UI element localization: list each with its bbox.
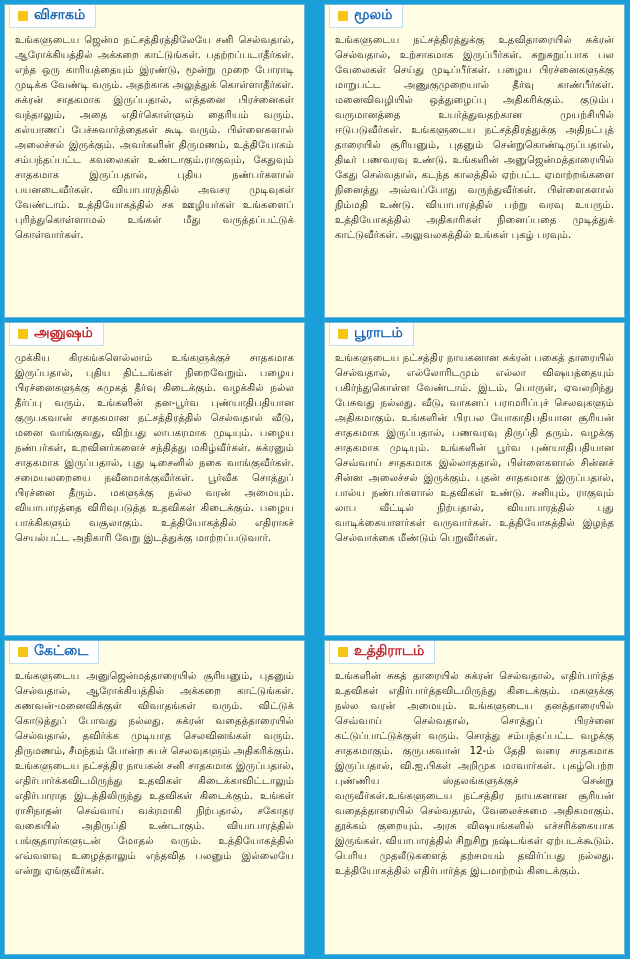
- yellow-square-icon: [338, 329, 348, 339]
- panel-anusham: [4, 322, 305, 636]
- panel-text: முக்கிய கிரகங்களெல்லாம் உங்களுக்குச் சாதகமாக இருப்பதால், புதிய திட்டங்கள் நிறைவேறும். பழைய பிரச்னைகளுக்கு சுமுகத் தீர்வு கிடைக்கும். வழக்கில் நல்ல தீர்ப்பு வரும். உங்களின் தன-பூர்வ புண்யாதிபதியான குருபகவான் சாதகமான நட்சத்திரத்தில் செல்வதால் வீடு, மனை வாங்குவது, விற்பது லாபகரமாக முடியும். பழைய நண்பர்கள், உறவினர்களைச் சந்தித்து மகிழ்வீர்கள். சுக்ரனும் சாதகமாக இருப்பதால், புது டிசைனில் நகை வாங்குவீர்கள். சமையலறையை நவீனமாக்குவீர்கள். பூர்வீக சொத்துப் பிரச்னை தீரும். மகளுக்கு நல்ல வரன் அமையும். வியாபாரத்தை விரிவுபடுத்த உதவிகள் கிடைக்கும். பழைய பாக்கிகளும் வசூலாகும். உத்தியோகத்தில் எதிராகச் செயல்பட்ட அதிகாரி வேறு இடத்துக்கு மாற்றப்படுவார்.: [15, 353, 294, 544]
- panel-text: உங்களுடைய நட்சத்திரத்துக்கு உதவிதாரையில் சுக்ரன் செல்வதால், உற்சாகமாக இருப்பீர்கள். சுறுசுறுப்பாக பல வேலைகள் செய்து முடிப்பீர்கள். பழைய பிரச்னைகளுக்கு மாறுபட்ட அணுகுமுறையால் தீர்வு காண்பீர்கள். மனைவிவழியில் ஒத்துழைப்பு அதிகரிக்கும். குடும்ப வருமானத்தை உயர்த்துவதற்கான முயற்சியில் ஈடுபடுவீர்கள். உங்களுடைய நட்சத்திரத்துக்கு அதிநட்புத் தாரையில் சூரியனும், புதனும் சென்றுகொண்டிருப்பதால், திடீர் பணவரவு உண்டு. உங்களின் அனுஜென்மத்தாரையில் கேது செல்வதால், கடந்த காலத்தில் ஏற்பட்ட ஏமாற்றங்களை நினைத்து அவ்வப்போது வருந்துவீர்கள். பிள்ளைகளால் நிம்மதி உண்டு. வியாபாரத்தில் பற்று வரவு உயரும். உத்தியோகத்தில் அதிகாரிகள் நினைப்பதை முடித்துக் காட்டுவீர்கள். அலுவலகத்தில் உங்கள் புகழ் பரவும்.: [335, 35, 614, 241]
- panel-moolam: [324, 4, 625, 318]
- panel-tab: [329, 322, 414, 346]
- panel-title: கேட்டை: [34, 642, 89, 659]
- yellow-square-icon: [18, 11, 28, 21]
- panel-tab: [329, 640, 435, 664]
- yellow-square-icon: [338, 647, 348, 657]
- panel-kettai: [4, 640, 305, 955]
- panel-title: விசாகம்: [34, 6, 86, 23]
- panel-text: உங்களுடைய அனுஜென்மத்தாரையில் சூரியனும், புதனும் செல்வதால், ஆரோக்கியத்தில் அக்கறை காட்டுங்கள். கணவன்-மனைவிக்குள் விவாதங்கள் வரும். விட்டுக் கொடுத்துப் போவது நல்லது. சுக்ரன் வதைத்தாரையில் செல்வதால், தவிர்க்க முடியாத செலவினங்கள் வரும். திருமணம், சீமந்தம் போன்ற சுபச் செலவுகளும் அதிகரிக்கும். உங்களுடைய நட்சத்திர நாயகன் சனி சாதகமாக இருப்பதால், எதிர்பார்க்கவிடமிருந்து உதவிகள் கிடைக்காவிட்டாலும் எதிர்பாராத இடத்திலிருந்து உதவிகள் கிடைக்கும். உங்கள் ராசிநாதன் செவ்வாய் வக்ரமாகி நிற்பதால், சகோதர வகையில் அதிருப்தி உண்டாகும். வியாபாரத்தில் பங்குதாரர்களுடன் மோதல் வரும். உத்தியோகத்தில் எவ்வளவு உழைத்தாலும் எந்தவித பலனும் இல்லையே என்று ஏங்குவீர்கள்.: [15, 671, 294, 877]
- panel-title: மூலம்: [354, 6, 393, 23]
- panel-uthiradam: [324, 640, 625, 955]
- panel-text: உங்களுடைய ஜென்ம நட்சத்திரத்திலேயே சனி செல்வதால், ஆரோக்கியத்தில் அக்கறை காட்டுங்கள். பதற்றப்படாதீர்கள். எந்த ஒரு காரியத்தையும் இரண்டு, மூன்று முறை போராடி முடிக்க வேண்டி வரும். அதற்காக அலுத்துக் கொள்ளாதீர்கள். சுக்ரன் சாதகமாக இருப்பதால், எத்தனை பிரச்னைகள் வந்தாலும், அதை எதிர்கொள்ளும் தைரியம் வரும். கல்யாணப் பேச்சுவார்த்தைகள் கூடி வரும். பிள்ளைகளால் அலைச்சல் இருக்கும். அவர்களின் திருமணம், உத்தியோகம் சம்பந்தப்பட்ட கவலைகள் உண்டாகும்.ராகுவும், கேதுவும் சாதகமாக இருப்பதால், புதிய நண்பர்களால் பயனடைவீர்கள். வியாபாரத்தில் அவசர முடிவுகள் வேண்டாம். உத்தியோகத்தில் சக ஊழியர்கள் உங்களைப் புரிந்துகொள்ளாமல் உங்கள் மீது வருத்தப்பட்டுக் கொள்வார்கள்.: [15, 35, 294, 241]
- panel-tab: [329, 4, 403, 28]
- yellow-square-icon: [18, 647, 28, 657]
- panel-pooradam: [324, 322, 625, 636]
- panel-text: உங்களின் சுகத் தாரையில் சுக்ரன் செல்வதால், எதிர்பார்த்த உதவிகள் எதிர்பார்த்தவிடமிருந்து கிடைக்கும். மகளுக்கு நல்ல வரன் அமையும். உங்களுடைய தனத்தாரையில் செவ்வாய் செல்வதால், சொத்துப் பிரச்னை கட்டுப்பாட்டுக்குள் வரும். சொத்து சம்பந்தப்பட்ட வழக்கு சாதகமாகும். குருபகவான் 12-ம் தேதி வரை சாதகமாக இருப்பதால், வி.ஐ.பிகள் அறிமுக மாவார்கள். புகழ்பெற்ற புண்ணிய ஸ்தலங்களுக்குச் சென்று வருவீர்கள்.உங்களுடைய நட்சத்திர நாயகனான சூரியன் வதைத்தாரையில் செல்வதால், வேலைச்சுமை அதிகமாகும். தூக்கம் குறையும். அரசு விஷயங்களில் எச்சரிக்கையாக இருங்கள். வியாபாரத்தில் சிறுசிறு நஷ்டங்கள் ஏற்படக்கூடும். பெரிய முதலீடுகளைத் தற்சமயம் தவிர்ப்பது நல்லது. உத்தியோகத்தில் எதிர்பார்த்த இடமாற்றம் கிடைக்கும்.: [335, 671, 614, 877]
- panel-tab: [9, 640, 99, 664]
- yellow-square-icon: [18, 329, 28, 339]
- panel-text: உங்களுடைய நட்சத்திர நாயகனான சுக்ரன் பகைத் தாரையில் செல்வதால், எல்லோரிடமும் எல்லா விஷயத்தையும் பகிர்ந்துகொள்ள வேண்டாம். இடம், பொருள், ஏவலறிந்து பேசுவது நல்லது. வீடு, வாகனப் பராமரிப்புச் செலவுகளும் அதிகமாகும். உங்களின் பிரபல யோகாதிபதியான சூரியன் சாதகமாக இருப்பதால், பணவரவு திருப்தி தரும். வழக்கு சாதகமாக முடியும். உங்களின் பூர்வ புண்யாதிபதியான செவ்வாய் சாதகமாக இல்லாததால், பிள்ளைகளால் சின்னச் சின்ன அலைச்சல் இருக்கும். புதன் சாதகமாக இருப்பதால், பால்ய நண்பர்களால் உதவிகள் உண்டு. சனியும், ராகுவும் லாப வீட்டில் நிற்பதால், வியாபாரத்தில் புது வாடிக்கையாளர்கள் வருவார்கள். உத்தியோகத்தில் இழந்த செல்வாக்கை மீண்டும் பெறுவீர்கள்.: [335, 353, 614, 544]
- panel-tab: [9, 4, 96, 28]
- panel-title: உத்திராடம்: [354, 642, 425, 659]
- panel-visakam: [4, 4, 305, 318]
- panel-title: பூராடம்: [354, 324, 403, 341]
- panel-title: அனுஷம்: [34, 324, 93, 341]
- yellow-square-icon: [338, 11, 348, 21]
- panel-tab: [9, 322, 104, 346]
